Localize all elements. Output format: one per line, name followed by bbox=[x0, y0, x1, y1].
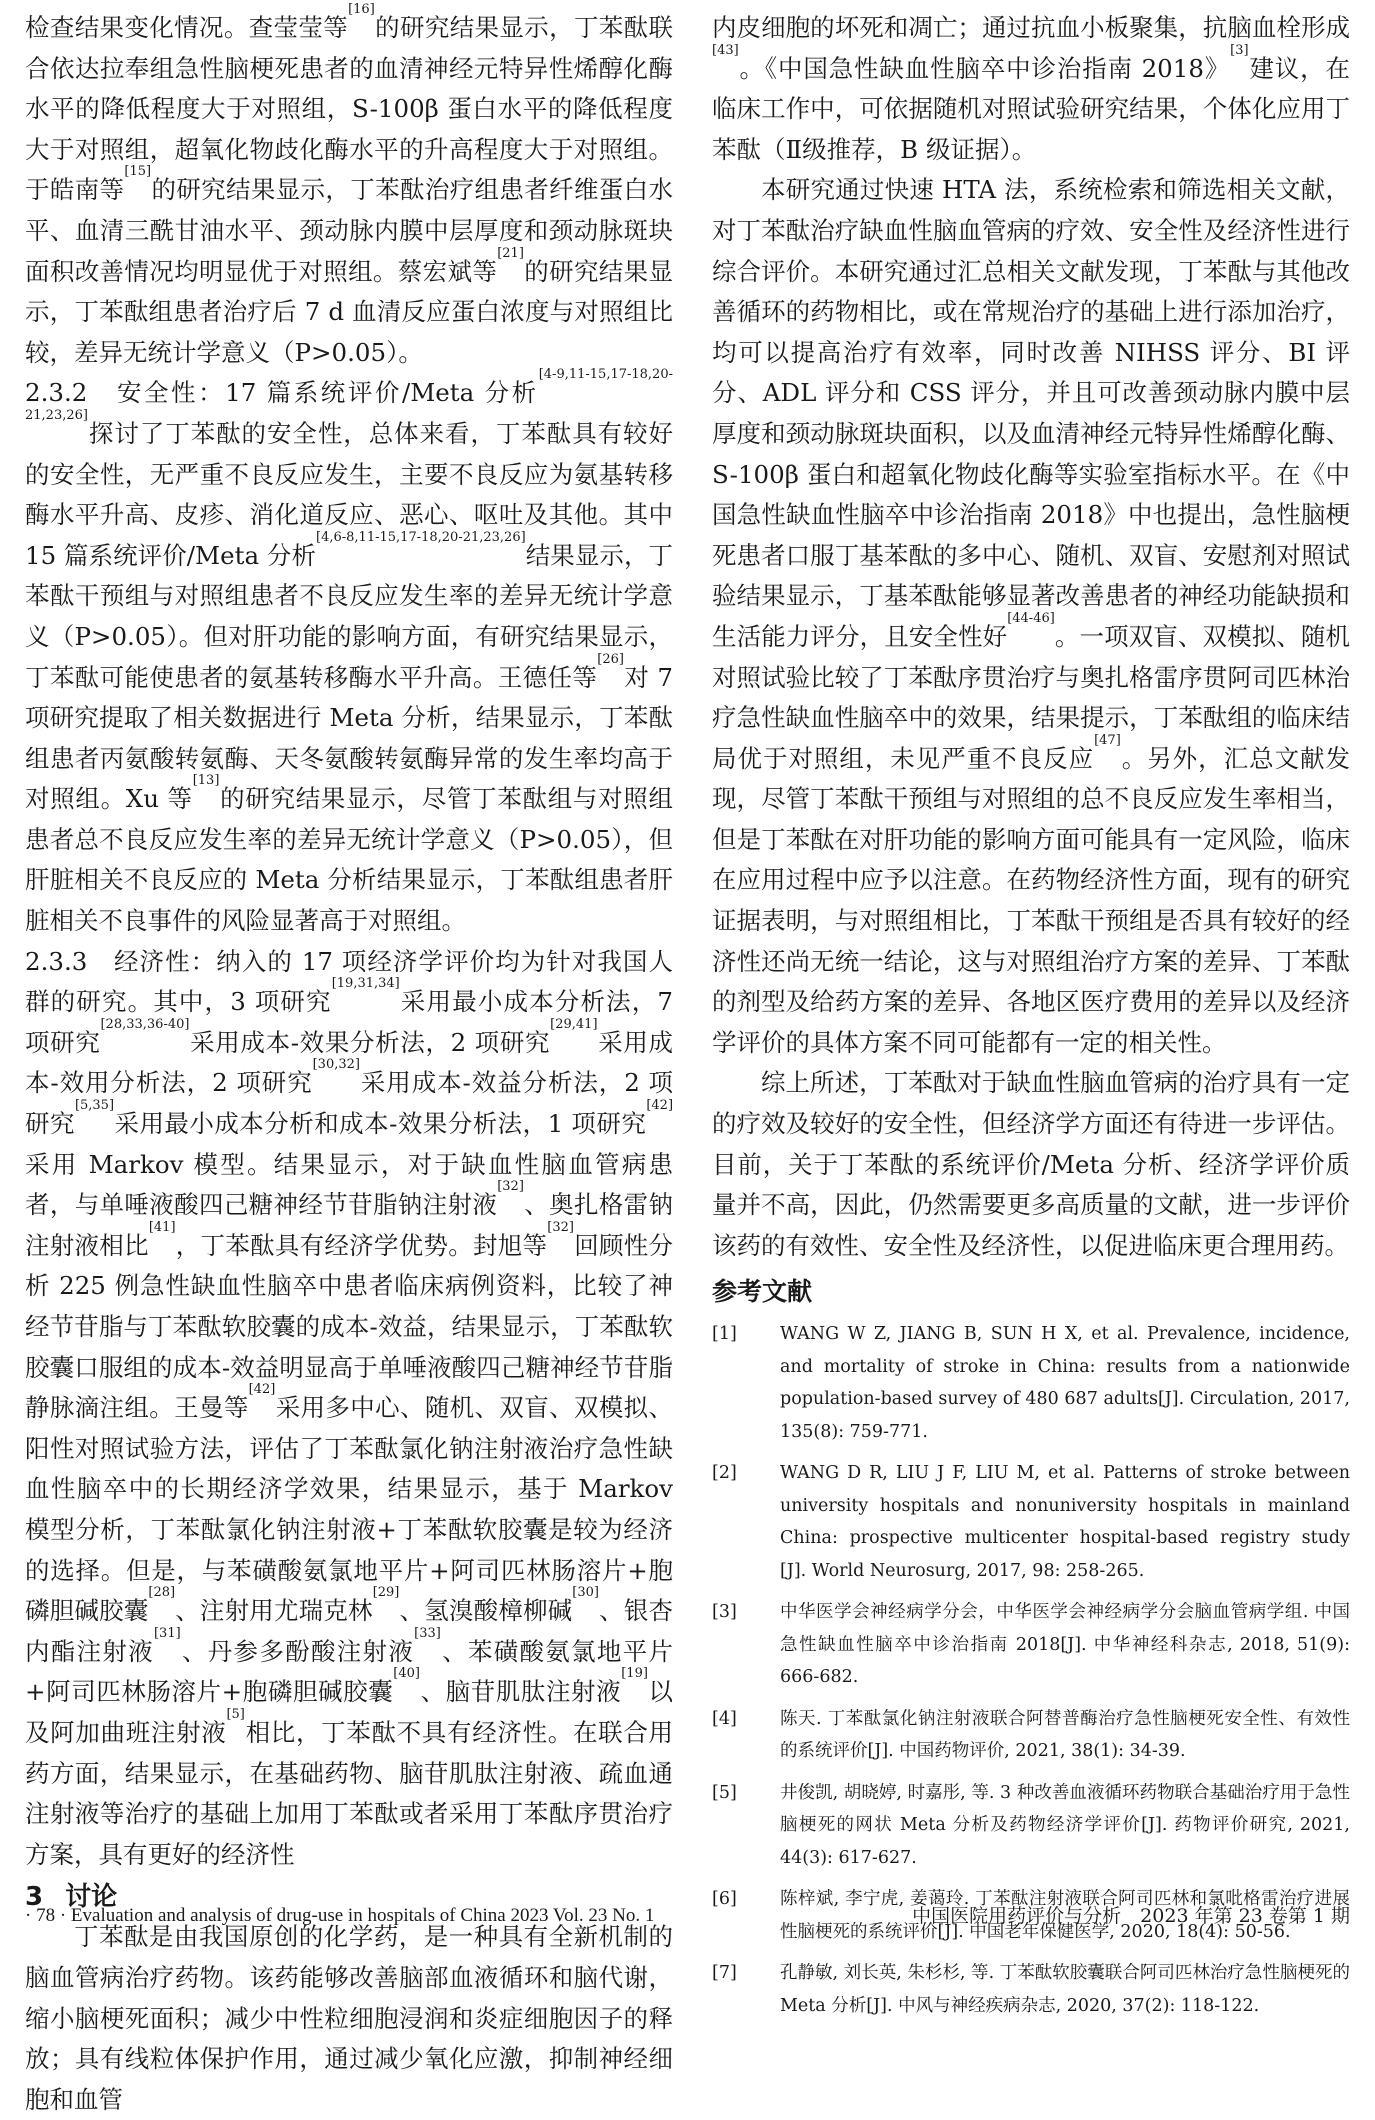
paragraph-mechanism-cont: 内皮细胞的坏死和凋亡；通过抗血小板聚集，抗脑血栓形成[43]。《中国急性缺血性脑卒中诊治指南 2018》[3]建议，在临床工作中，可依据随机对照试验研究结果，个体化应用丁苯酞（Ⅱ级推荐，B 级证据）。 bbox=[712, 13, 1351, 164]
paragraph-discussion-intro: 丁苯酞是由我国原创的化学药，是一种具有全新机制的脑血管病治疗药物。该药能够改善脑部血液循环和脑代谢，缩小脑梗死面积；减少中性粒细胞浸润和炎症细胞因子的释放；具有线粒体保护作用，通过减少氧化应激，抑制神经细胞和血管 bbox=[25, 1922, 673, 2114]
reference-item: [7] 孔静敏, 刘长英, 朱杉杉, 等. 丁苯酞软胶囊联合阿司匹林治疗急性脑梗死的 Meta 分析[J]. 中风与神经疾病杂志, 2020, 37(2): 118-122. bbox=[712, 1963, 1350, 2016]
paragraph-conclusion: 综上所述，丁苯酞对于缺血性脑血管病的治疗具有一定的疗效及较好的安全性，但经济学方面还有待进一步评估。目前，关于丁苯酞的系统评价/Meta 分析、经济学评价质量并不高，因此，仍然需要更多高质量的文献，进一步评价该药的有效性、安全性及经济性，以促进临床更合理用药。 bbox=[712, 1068, 1350, 1260]
left-column bbox=[25, 2, 674, 2120]
reference-item: [3] 中华医学会神经病学分会，中华医学会神经病学分会脑血管病学组. 中国急性缺血性脑卒中诊治指南 2018[J]. 中华神经科杂志, 2018, 51(9): 666-682. bbox=[712, 1602, 1350, 1688]
section-3-heading: 3 讨论 bbox=[25, 1882, 118, 1913]
footer-journal-chinese: 中国医院用药评价与分析 2023 年第 23 卷第 1 期 bbox=[912, 1905, 1350, 1927]
footer-journal-english: · 78 · Evaluation and analysis of drug-use in hospitals of China 2023 Vol. 23 No. 1 bbox=[25, 1905, 655, 1926]
reference-item: [2] WANG D R, LIU J F, LIU M, et al. Patterns of stroke between university hospitals and nonuniversity hospitals in mainland China: prospective multicenter hospital-based registry study [J]. World Neurosurg, 2017, 98: 258-265. bbox=[712, 1463, 1350, 1581]
paragraph-biomarker-results: 检查结果变化情况。查莹莹等[16]的研究结果显示，丁苯酞联合依达拉奉组急性脑梗死患者的血清神经元特异性烯醇化酶水平的降低程度大于对照组，S-100β 蛋白水平的降低程度大于对照组，超氧化物歧化酶水平的升高程度大于对照组。于皓南等[15]的研究结果显示，丁苯酞治疗组患者纤维蛋白水平、血清三酰甘油水平、颈动脉内膜中层厚度和颈动脉斑块面积改善情况均明显优于对照组。蔡宏斌等[21]的研究结果显示，丁苯酞组患者治疗后 7 d 血清反应蛋白浓度与对照组比较，差异无统计学意义（P>0.05）。 bbox=[25, 2, 674, 367]
reference-item: [4] 陈天. 丁苯酞氯化钠注射液联合阿替普酶治疗急性脑梗死安全性、有效性的系统评价[J]. 中国药物评价, 2021, 38(1): 34-39. bbox=[712, 1708, 1350, 1762]
reference-item: [5] 井俊凯, 胡晓婷, 时嘉彤, 等. 3 种改善血液循环药物联合基础治疗用于急性脑梗死的网状 Meta 分析及药物经济学评价[J]. 药物评价研究, 2021, 44(3): 617-627. bbox=[712, 1782, 1350, 1868]
reference-item: [6] 陈梓斌, 李宁虎, 姜蔼玲. 丁苯酞注射液联合阿司匹林和氯吡格雷治疗进展性脑梗死的系统评价[J]. 中国老年保健医学, 2020, 18(4): 50-56. bbox=[712, 1889, 1350, 1942]
references-heading: 参考文献 bbox=[712, 1277, 813, 1307]
section-2-3-2-safety: 2.3.2 安全性：17 篇系统评价/Meta 分析[4-9,11-15,17-18,20-21,23,26]探讨了丁苯酞的安全性，总体来看，丁苯酞具有较好的安全性，无严重不良反应发生，主要不良反应为氨基转移酶水平升高、皮疹、消化道反应、恶心、呕吐及其他。其中 15 篇系统评价/Meta 分析[4,6-8,11-15,17-18,20-21,23,26]结果显示，丁苯酞干预组与对照组患者不良反应发生率的差异无统计学意义（P>0.05）。但对肝功能的影响方面，有研究结果显示，丁苯酞可能使患者的氨基转移酶水平升高。王德任等[26]对 7 项研究提取了相关数据进行 Meta 分析，结果显示，丁苯酞组患者丙氨酸转氨酶、天冬氨酸转氨酶异常的发生率均高于对照组。Xu 等[13]的研究结果显示，尽管丁苯酞组与对照组患者总不良反应发生率的差异无统计学意义（P>0.05），但肝脏相关不良反应的 Meta 分析结果显示，丁苯酞组患者肝脏相关不良事件的风险显著高于对照组。 bbox=[25, 367, 674, 936]
right-column bbox=[712, 8, 1350, 2031]
paragraph-discussion-summary: 本研究通过快速 HTA 法，系统检索和筛选相关文献，对丁苯酞治疗缺血性脑血管病的疗效、安全性及经济性进行综合评价。本研究通过汇总相关文献发现，丁苯酞与其他改善循环的药物相比，或在常规治疗的基础上进行添加治疗，均可以提高治疗有效率，同时改善 NIHSS 评分、BI 评分、ADL 评分和 CSS 评分，并且可改善颈动脉内膜中层厚度和颈动脉斑块面积，以及血清神经元特异性烯醇化酶、S-100β 蛋白和超氧化物歧化酶等实验室指标水平。在《中国急性缺血性脑卒中诊治指南 2018》中也提出，急性脑梗死患者口服丁基苯酞的多中心、随机、双盲、安慰剂对照试验结果显示，丁基苯酞能够显著改善患者的神经功能缺损和生活能力评分，且安全性好[44-46]。一项双盲、双模拟、随机对照试验比较了丁苯酞序贯治疗与奥扎格雷序贯阿司匹林治疗急性缺血性脑卒中的效果，结果提示，丁苯酞组的临床结局优于对照组，未见严重不良反应[47]。另外，汇总文献发现，尽管丁苯酞干预组与对照组的总不良反应发生率相当，但是丁苯酞在对肝功能的影响方面可能具有一定风险，临床在应用过程中应予以注意。在药物经济性方面，现有的研究证据表明，与对照组相比，丁苯酞干预组是否具有较好的经济性还尚无统一结论，这与对照组治疗方案的差异、丁苯酞的剂型及给药方案的差异、各地区医疗费用的差异以及经济学评价的具体方案不同可能都有一定的相关性。 bbox=[712, 175, 1351, 1057]
section-2-3-3-economics: 2.3.3 经济性：纳入的 17 项经济学评价均为针对我国人群的研究。其中，3 项研究[19,31,34]采用最小成本分析法，7 项研究[28,33,36-40]采用成本-效果分析法，2 项研究[29,41]采用成本-效用分析法，2 项研究[30,32]采用成本-效益分析法，2 项研究[5,35]采用最小成本分析和成本-效果分析法，1 项研究[42]采用 Markov 模型。结果显示，对于缺血性脑血管病患者，与单唾液酸四己糖神经节苷脂钠注射液[32]、奥扎格雷钠注射液相比[41]，丁苯酞具有经济学优势。封旭等[32]回顾性分析 225 例急性缺血性脑卒中患者临床病例资料，比较了神经节苷脂与丁苯酞软胶囊的成本-效益，结果显示，丁苯酞软胶囊口服组的成本-效益明显高于单唾液酸四己糖神经节苷脂静脉滴注组。王曼等[42]采用多中心、随机、双盲、双模拟、阳性对照试验方法，评估了丁苯酞氯化钠注射液治疗急性缺血性脑卒中的长期经济学效果，结果显示，基于 Markov 模型分析，丁苯酞氯化钠注射液+丁苯酞软胶囊是较为经济的选择。但是，与苯磺酸氨氯地平片+阿司匹林肠溶片+胞磷胆碱胶囊[28]、注射用尤瑞克林[29]、氢溴酸樟柳碱[30]、银杏内酯注射液[31]、丹参多酚酸注射液[33]、苯磺酸氨氯地平片+阿司匹林肠溶片+胞磷胆碱胶囊[40]、脑苷肌肽注射液[19]以及阿加曲班注射液[5]相比，丁苯酞不具有经济性。在联合用药方面，结果显示，在基础药物、脑苷肌肽注射液、疏血通注射液等治疗的基础上加用丁苯酞或者采用丁苯酞序贯治疗方案，具有更好的经济性 bbox=[25, 946, 674, 1869]
reference-item: [1] WANG W Z, JIANG B, SUN H X, et al. Prevalence, incidence, and mortality of stroke in China: results from a nationwide population-based survey of 480 687 adults[J]. Circulation, 2017, 135(8): 759-771. bbox=[712, 1324, 1350, 1442]
